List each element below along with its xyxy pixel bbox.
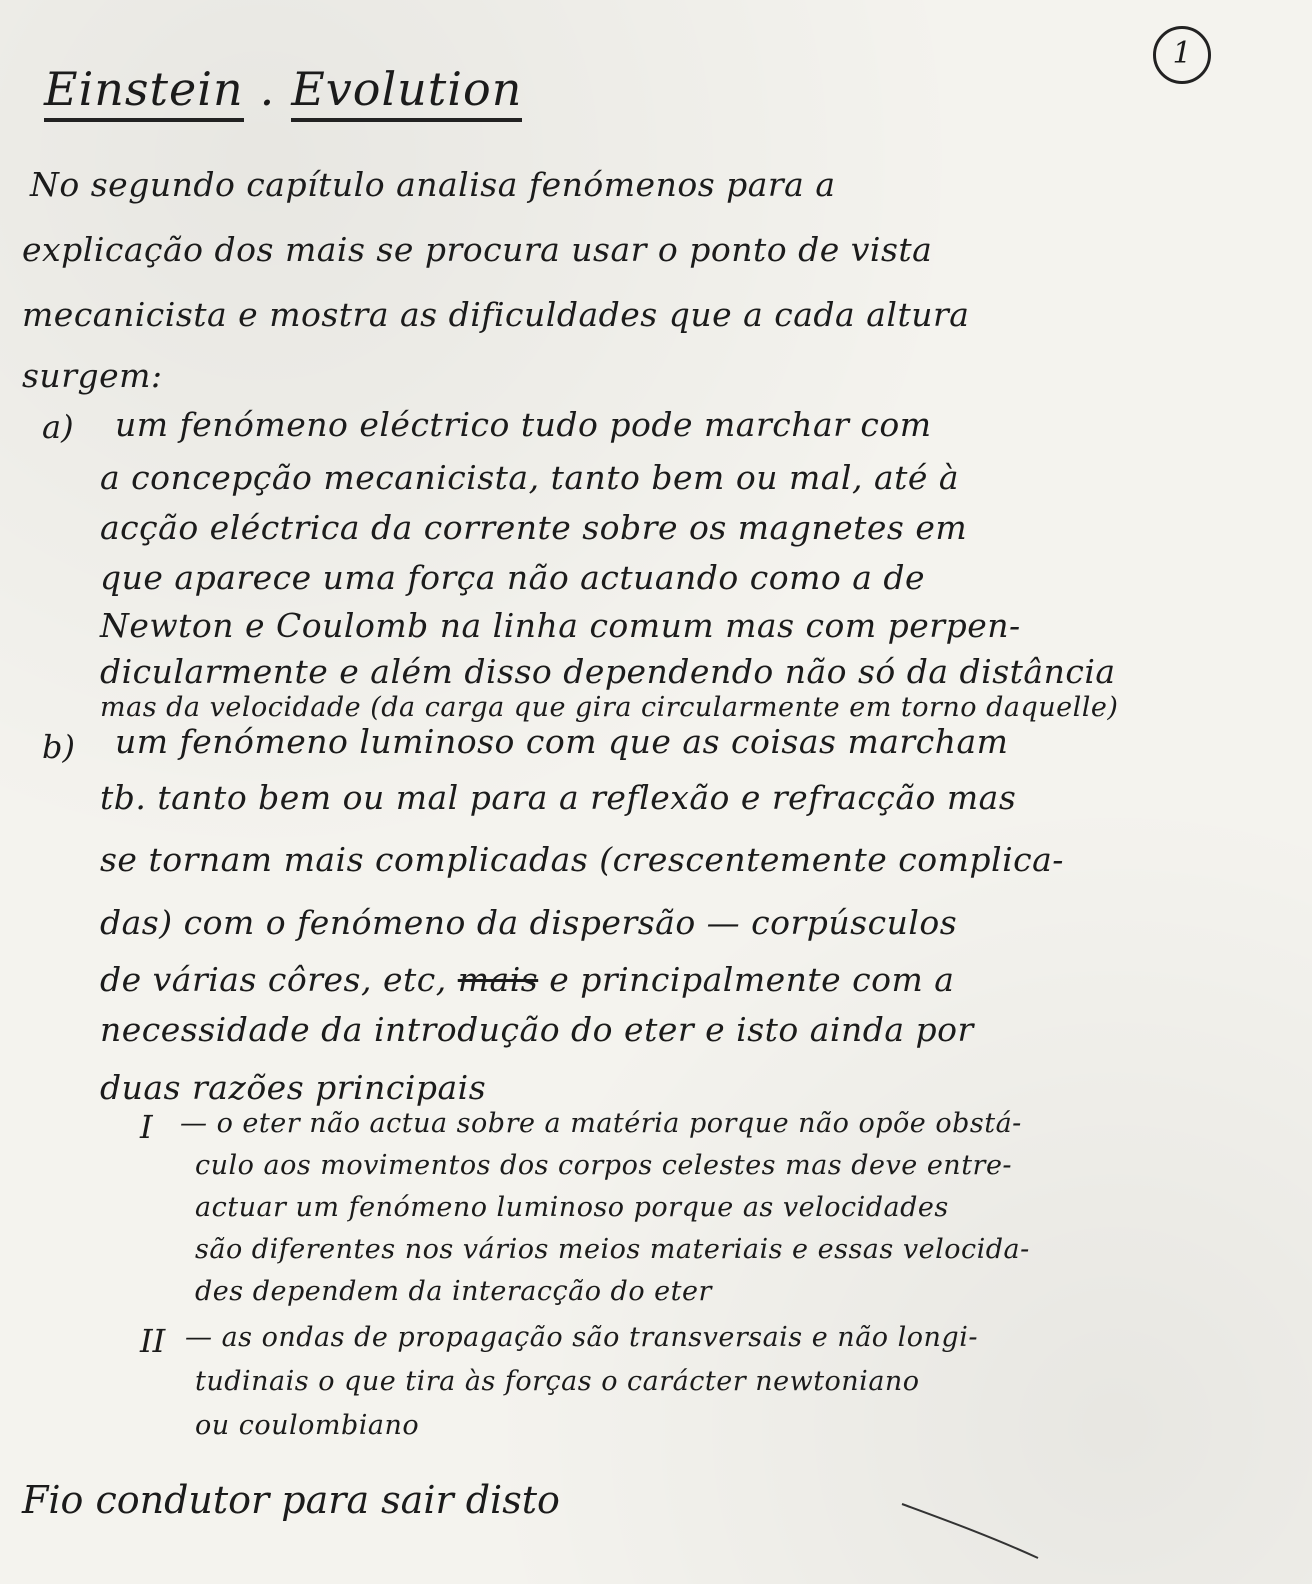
item-b-line-2: tb. tanto bem ou mal para a reflexão e refracção mas [100, 778, 1017, 817]
intro-line-1: No segundo capítulo analisa fenómenos para a [30, 165, 836, 204]
footer-note: Fio condutor para sair disto [22, 1478, 560, 1522]
reason-1-line-5: des dependem da interacção do eter [195, 1276, 712, 1307]
intro-line-4: surgem: [22, 356, 163, 395]
item-b-line-5 [100, 960, 954, 999]
struck-word: mais [457, 960, 539, 999]
item-b-line-3: se tornam mais complicadas (crescentemente complica- [100, 840, 1064, 879]
title-evolution: Evolution [291, 62, 522, 122]
reason-2-line-3: ou coulombiano [195, 1410, 420, 1441]
page-number: 1 [1153, 26, 1211, 84]
reason-2-line-2: tudinais o que tira às forças o carácter newtoniano [195, 1366, 920, 1397]
item-a-line-1: um fenómeno eléctrico tudo pode marchar com [115, 405, 932, 444]
reason-1-line-3: actuar um fenómeno luminoso porque as velocidades [195, 1192, 949, 1223]
intro-line-3: mecanicista e mostra as dificuldades que a cada altura [22, 295, 970, 334]
item-b-line-4: das) com o fenómeno da dispersão — corpúsculos [100, 903, 958, 942]
pen-stroke-mark [900, 1500, 1040, 1560]
item-a-line-4: que aparece uma força não actuando como a de [100, 558, 926, 597]
item-a-line-3: acção eléctrica da corrente sobre os magnetes em [100, 508, 968, 547]
page-title [44, 62, 522, 116]
title-einstein: Einstein [44, 62, 244, 122]
item-b-line-6: necessidade da introdução do eter e isto ainda por [100, 1010, 974, 1049]
reason-1-line-4: são diferentes nos vários meios materiais e essas velocida- [195, 1234, 1030, 1265]
item-b-line-7: duas razões principais [100, 1068, 487, 1107]
reason-2-marker: II [140, 1322, 166, 1360]
reason-1-marker: I [140, 1108, 153, 1146]
item-b-line-5-start: de várias côres, etc, [100, 960, 447, 999]
reason-1-line-1: — o eter não actua sobre a matéria porque não opõe obstá- [180, 1108, 1022, 1139]
item-b-line-1: um fenómeno luminoso com que as coisas marcham [115, 722, 1009, 761]
item-a-line-6: dicularmente e além disso dependendo não só da distância [100, 652, 1116, 691]
item-b-line-5-end: e principalmente com a [549, 960, 955, 999]
item-a-line-2: a concepção mecanicista, tanto bem ou mal, até à [100, 458, 960, 497]
item-a-line-5: Newton e Coulomb na linha comum mas com perpen- [100, 606, 1021, 645]
reason-2-line-1: — as ondas de propagação são transversais e não longi- [185, 1322, 978, 1353]
item-a-marker: a) [42, 408, 74, 446]
item-a-line-7: mas da velocidade (da carga que gira circularmente em torno daquelle) [100, 692, 1119, 723]
intro-line-2: explicação dos mais se procura usar o ponto de vista [22, 230, 933, 269]
reason-1-line-2: culo aos movimentos dos corpos celestes mas deve entre- [195, 1150, 1013, 1181]
title-separator: . [259, 62, 276, 116]
item-b-marker: b) [42, 728, 75, 766]
